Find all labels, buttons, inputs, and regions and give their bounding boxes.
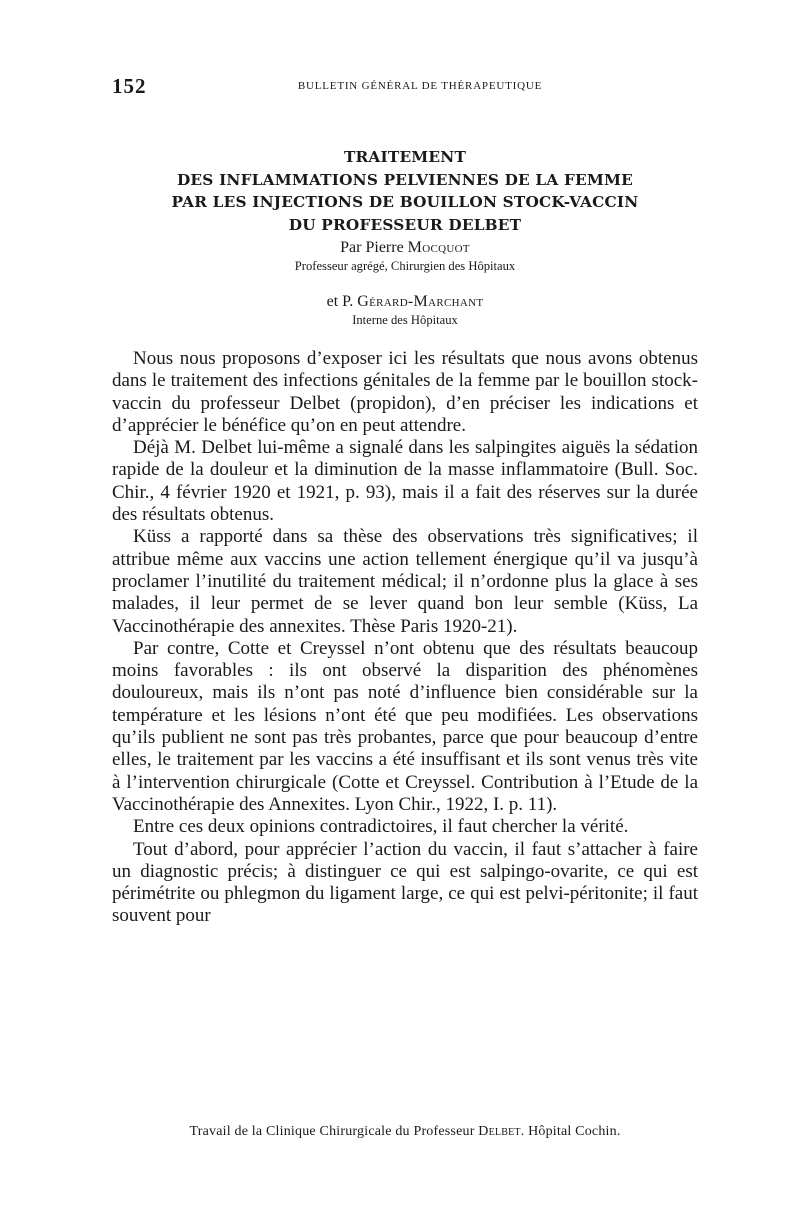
footnote-prefix: Travail de la Clinique Chirurgicale du Professeur <box>189 1124 479 1139</box>
journal-title: BULLETIN GÉNÉRAL DE THÉRAPEUTIQUE <box>297 80 543 92</box>
title-line: PAR LES INJECTIONS DE BOUILLON STOCK-VACCIN <box>171 193 639 211</box>
body-paragraph: Küss a rapporté dans sa thèse des observations très significatives; il attribue même aux vaccins une action tellement énergique qu’il va jusqu’à proclamer l’inutilité du traitement médical; il n’ordonne plus la glace à ses malades, il leur permet de se lever quand bon leur semble (Küss, La Vaccinothérapie des annexites. Thèse Paris 1920-21). <box>112 526 698 637</box>
footnote-name: Delbet <box>478 1124 521 1139</box>
title-line: DES INFLAMMATIONS PELVIENNES DE LA FEMME <box>176 170 634 189</box>
author-role: Interne des Hôpitaux <box>352 313 458 327</box>
author-1 <box>112 238 698 274</box>
author-name <box>112 292 698 312</box>
footnote-suffix: . Hôpital Cochin. <box>520 1124 621 1139</box>
body-paragraph: Déjà M. Delbet lui-même a signalé dans les salpingites aiguës la sédation rapide de la douleur et la diminution de la masse inflammatoire (Bull. Soc. Chir., 4 février 1920 et 1921, p. 93), mais il a fait des réserves sur la durée des résultats obtenus. <box>112 437 698 526</box>
author-surname: Mocquot <box>407 239 470 256</box>
article-body <box>112 348 698 928</box>
title-line: DU PROFESSEUR DELBET <box>288 215 522 234</box>
article-title <box>112 146 698 236</box>
body-paragraph: Tout d’abord, pour apprécier l’action du vaccin, il faut s’attacher à faire un diagnostic précis; à distinguer ce qui est salpingo-ovarite, ce qui est périmétrite ou phlegmon du ligament large, ce qui est pelvi-péritonite; il faut souvent pour <box>112 838 698 927</box>
body-paragraph: Entre ces deux opinions contradictoires, il faut chercher la vérité. <box>133 816 629 838</box>
running-header <box>112 74 698 98</box>
author-name <box>112 238 698 258</box>
author-surname: Gérard-Marchant <box>357 293 484 310</box>
footnote <box>112 1124 698 1140</box>
body-paragraph: Nous nous proposons d’exposer ici les résultats que nous avons obtenus dans le traitement des infections génitales de la femme par le bouillon stock-vaccin du professeur Delbet (propidon), d’en préciser les indications et d’apprécier le bénéfice qu’on en peut attendre. <box>112 348 698 436</box>
author-prefix: Par Pierre <box>340 239 408 256</box>
page-number: 152 <box>112 74 147 98</box>
author-prefix: et P. <box>326 293 358 310</box>
body-paragraph: Par contre, Cotte et Creyssel n’ont obtenu que des résultats beaucoup moins favorables : ils ont observé la disparition des phénomènes douloureux, mais ils n’ont pas noté d’influence bien considérable sur la température et les lésions n’ont été que peu modifiées. Les observations qu’ils publient ne sont pas très probantes, parce que pour beaucoup d’entre elles, le traitement par les vaccins a été insuffisant et ils sont venus très vite à l’intervention chirurgicale (Cotte et Creyssel. Contribution à l’Etude de la Vaccinothérapie des Annexites. Lyon Chir., 1922, I. p. 11). <box>112 637 698 815</box>
author-2 <box>112 292 698 328</box>
author-role: Professeur agrégé, Chirurgien des Hôpitaux <box>294 259 516 273</box>
title-line: TRAITEMENT <box>343 148 467 166</box>
